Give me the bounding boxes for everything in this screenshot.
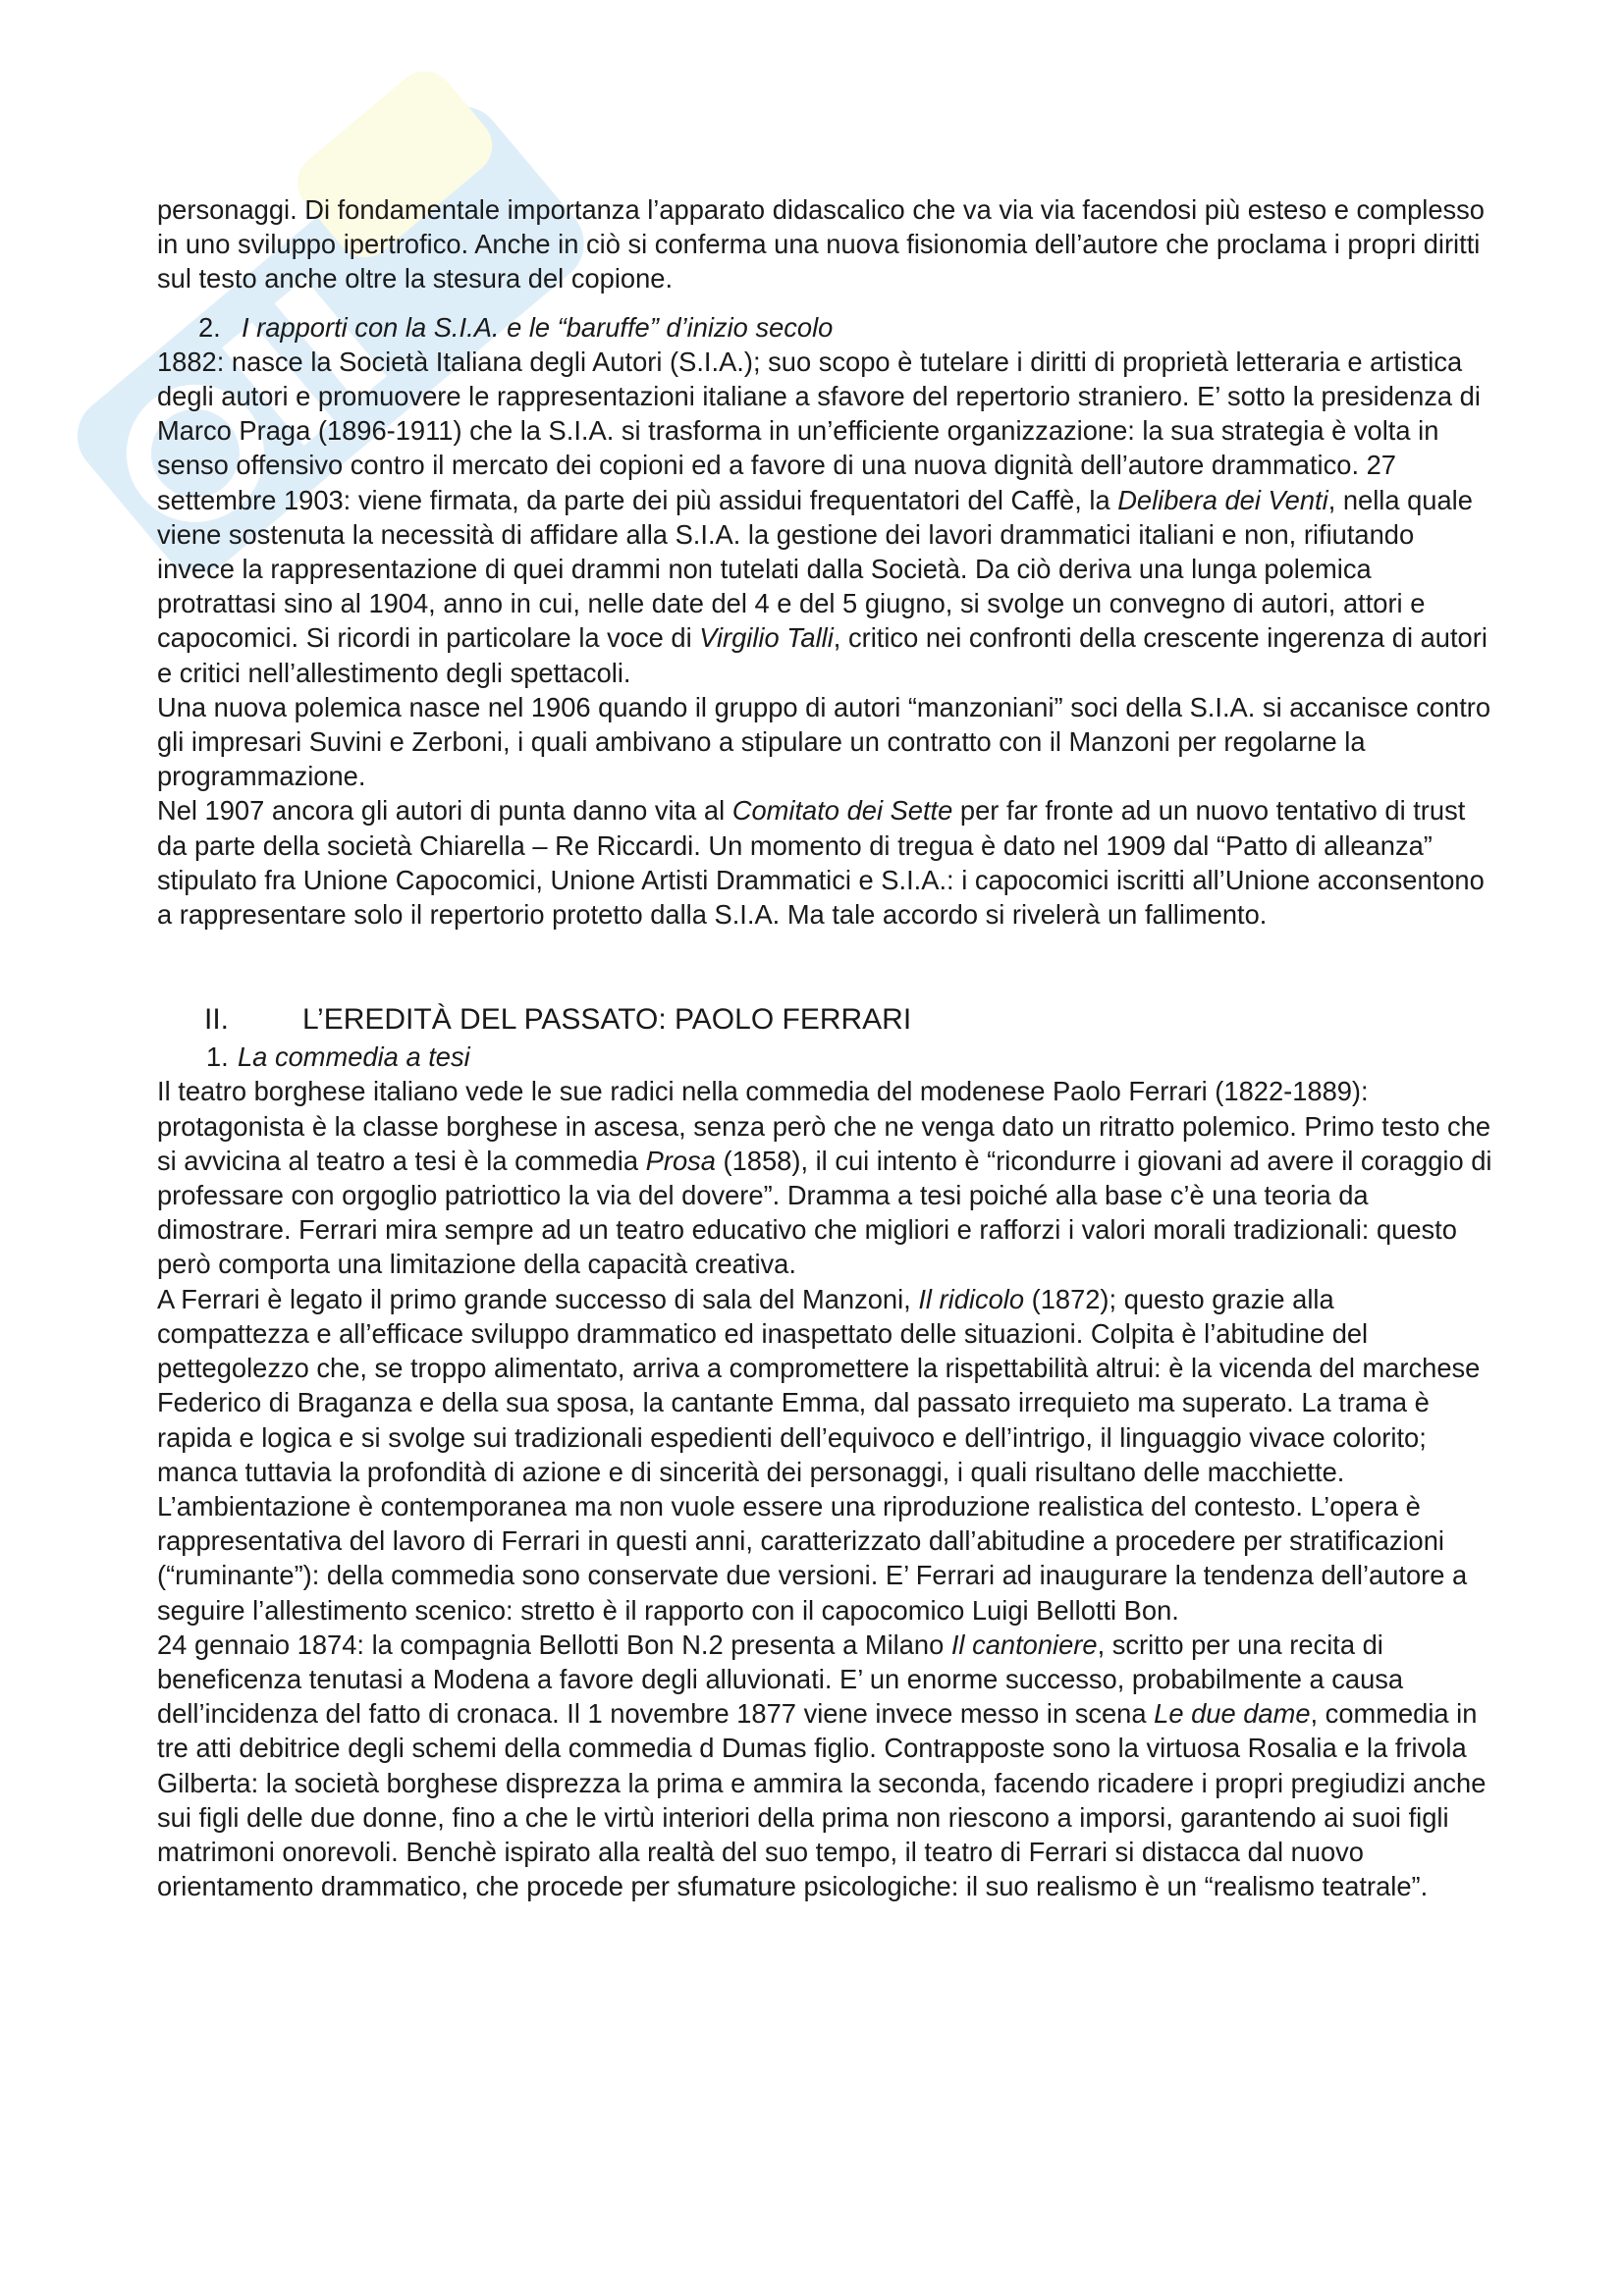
italic-title: Prosa	[645, 1145, 716, 1176]
subsection-heading-commedia	[157, 1040, 1492, 1074]
text-run: (1872); questo grazie alla compattezza e all’efficace sviluppo drammatico ed inaspettato delle situazioni. Colpita è l’abitudine del pettegolezzo che, se troppo alimentato, arriva a compromettere la rispettabilità altrui: è la vicenda del marchese Federico di Braganza e della sua sposa, la cantante Emma, dal passato irrequieto ma superato. La trama è rapida e logica e si svolge sui tradizionali espedienti dell’equivoco e dell’intrigo, il linguaggio vivace colorito; manca tuttavia la profondità di azione e di sincerità dei personaggi, i quali risultano delle macchiette. L’ambientazione è contemporanea ma non vuole essere una riproduzione realistica del contesto. L’opera è rappresentativa del lavoro di Ferrari in questi anni, caratterizzato dall’abitudine a procedere per stratificazioni (“ruminante”): della commedia sono conservate due versioni. E’ Ferrari ad inaugurare la tendenza dell’autore a seguire l’allestimento scenico: stretto è il rapporto con il capocomico Luigi Bellotti Bon.	[157, 1283, 1481, 1626]
paragraph-comitato-sette	[157, 793, 1492, 932]
subsection-title: La commedia a tesi	[238, 1041, 470, 1073]
section-title: L’EREDITÀ DEL PASSATO: PAOLO FERRARI	[302, 1003, 912, 1037]
document-body	[157, 192, 1492, 1903]
text-run: Nel 1907 ancora gli autori di punta danno vita al	[157, 795, 732, 827]
text-run: 24 gennaio 1874: la compagnia Bellotti Bon N.2 presenta a Milano	[157, 1629, 951, 1660]
subsection-number: 2.	[198, 311, 221, 343]
text-run: (1858), il cui intento è “ricondurre i giovani ad avere il coraggio di professare con orgoglio patriottico la via del dovere”. Dramma a tesi poiché alla base c’è una teoria da dimostrare. Ferrari mira sempre ad un teatro educativo che migliori e rafforzi i valori morali tradizionali: questo però comporta una limitazione della capacità creativa.	[157, 1145, 1492, 1280]
subsection-title: I rapporti con la S.I.A. e le “baruffe” d’inizio secolo	[242, 311, 834, 343]
subsection-number: 1.	[206, 1041, 229, 1073]
paragraph-polemica-1906: Una nuova polemica nasce nel 1906 quando il gruppo di autori “manzoniani” soci della S.I.A. si accanisce contro gli impresari Suvini e Zerboni, i quali ambivano a stipulare un contratto con il Manzoni per regolarne la programmazione.	[157, 691, 1491, 792]
italic-title: Il cantoniere	[950, 1629, 1098, 1660]
paragraph-il-ridicolo	[157, 1282, 1492, 1628]
italic-title: Le due dame	[1154, 1698, 1311, 1730]
text-run: Il teatro borghese italiano vede le sue radici nella commedia del modenese Paolo Ferrari (1822-1889): protagonista è la classe borghese in ascesa, senza però che ne venga dato un ritratto polemico. Primo testo che si avvicina al teatro a tesi è la commedia	[157, 1076, 1491, 1176]
subsection-heading-sia	[157, 310, 1492, 345]
italic-title: Il ridicolo	[918, 1283, 1025, 1314]
text-run: , nella quale viene sostenuta la necessità di affidare alla S.I.A. la gestione dei lavori drammatici italiani e non, rifiutando invece la rappresentazione di quei drammi non tutelati dalla Società. Da ciò deriva una lunga polemica protrattasi sino al 1904, anno in cui, nelle date del 4 e del 5 giugno, si svolge un convegno di autori, attori e capocomici. Si ricordi in particolare la voce di	[157, 484, 1473, 654]
text-run: 1882: nasce la Società Italiana degli Autori (S.I.A.); suo scopo è tutelare i diritti di proprietà letteraria e artistica degli autori e promuovere le rappresentazioni italiane a sfavore del repertorio straniero. E’ sotto la presidenza di Marco Praga (1896-1911) che la S.I.A. si trasforma in un’efficiente organizzazione: la sua strategia è volta in senso offensivo contro il mercato dei copioni ed a favore di una nuova dignità dell’autore drammatico. 27 settembre 1903: viene firmata, da parte dei più assidui frequentatori del Caffè, la	[157, 346, 1481, 515]
italic-title: Comitato dei Sette	[731, 795, 953, 827]
text-run: A Ferrari è legato il primo grande successo di sala del Manzoni,	[157, 1283, 919, 1314]
paragraph-sia-history	[157, 345, 1492, 690]
text-run: , scritto per una recita di beneficenza tenutasi a Modena a favore degli alluvionati. E’ un enorme successo, probabilmente a causa dell’incidenza del fatto di cronaca. Il 1 novembre 1877 viene invece messo in scena	[157, 1629, 1404, 1730]
paragraph-il-cantoniere	[157, 1628, 1492, 1904]
text-run: per far fronte ad un nuovo tentativo di trust da parte della società Chiarella – Re Riccardi. Un momento di tregua è dato nel 1909 dal “Patto di alleanza” stipulato fra Unione Capocomici, Unione Artisti Drammatici e S.I.A.: i capocomici iscritti all’Unione acconsentono a rappresentare solo il repertorio protetto dalla S.I.A. Ma tale accordo si rivelerà un fallimento.	[157, 795, 1485, 931]
italic-title: Delibera dei Venti	[1117, 484, 1328, 515]
text-run: , commedia in tre atti debitrice degli schemi della commedia d Dumas figlio. Contrapposte sono la virtuosa Rosalia e la frivola Gilberta: la società borghese disprezza la prima e ammira la seconda, facendo ricadere i propri pregiudizi anche sui figli delle due donne, fino a che le virtù interiori della prima non riescono a imporsi, garantendo ai suoi figli matrimoni onorevoli. Benchè ispirato alla realtà del suo tempo, il teatro di Ferrari si distacca dal nuovo orientamento drammatico, che procede per sfumature psicologiche: il suo realismo è un “realismo teatrale”.	[157, 1698, 1487, 1902]
section-heading-ferrari	[157, 1000, 1492, 1040]
paragraph-intro: personaggi. Di fondamentale importanza l’apparato didascalico che va via via facendosi più esteso e complesso in uno sviluppo ipertrofico. Anche in ciò si conferma una nuova fisionomia dell’autore che proclama i propri diritti sul testo anche oltre la stesura del copione.	[157, 194, 1485, 294]
italic-name: Virgilio Talli	[699, 622, 834, 654]
paragraph-teatro-borghese	[157, 1074, 1492, 1281]
text-run: , critico nei confronti della crescente ingerenza di autori e critici nell’allestimento degli spettacoli.	[157, 622, 1488, 688]
section-number: II.	[204, 1003, 230, 1037]
